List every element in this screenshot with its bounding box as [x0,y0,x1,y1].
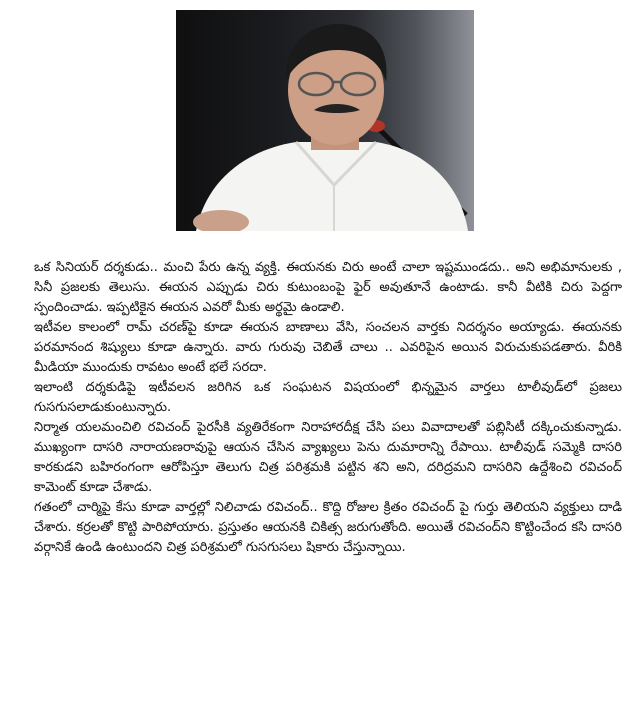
article-body [34,258,622,558]
article-paragraph-4: నిర్మాత యలమంచిలి రవిచంద్ పైరసీకి వ్యతిరేకంగా నిరాహారదీక్ష చేసి పలు వివాదాలతో పబ్లిసిటీ దక్కించుకున్నాడు. ముఖ్యంగా దాసరి నారాయణరావుపై ఆయన చేసిన వ్యాఖ్యలు పెను దుమారాన్ని రేపాయి. టాలీవుడ్ సమ్మెకి దాసరి కారకుడని బహిరంగంగా ఆరోపిస్తూ తెలుగు చిత్ర పరిశ్రమకి పట్టిన శని అని, దరిద్రమని దాసరిని ఉద్దేశించి రవిచంద్ కామెంట్ కూడా చేశాడు. [34,420,622,495]
article-paragraph-1: ఒక సినియర్ దర్శకుడు.. మంచి పేరు ఉన్న వ్యక్తి. ఈయనకు చిరు అంటే చాలా ఇష్టముండదు.. అని అభిమానులకు , సినీ ప్రజలకు తెలుసు. ఈయన ఎప్పుడు చిరు కుటుంబంపై ఫైర్ అవుతూనే ఉంటాడు. కానీ వీటికి చిరు పెద్దగా స్పందించాడు. ఇప్పటికైన ఈయన ఎవరో మీకు అర్థమై ఉండాలి. [34,260,622,315]
person-portrait-icon [176,10,474,231]
article-paragraph-5: గతంలో చార్మిపై కేసు కూడా వార్తల్లో నిలిచాడు రవిచంద్.. కొద్ది రోజుల క్రితం రవిచంద్ పై గుర్తు తెలియని వ్యక్తులు దాడి చేశారు. కర్రలతో కొట్టి పారిపోయారు. ప్రస్తుతం ఆయనకి చికిత్స జరుగుతోంది. అయితే రవిచంద్‌ని కొట్టించేంద కసి దాసరి వర్గానికే ఉండి ఉంటుందని చిత్ర పరిశ్రమలో గుసగుసలు షికారు చేస్తున్నాయి. [34,500,622,555]
article-photo [176,10,474,231]
article-paragraph-3: ఇలాంటి దర్శకుడిపై ఇటీవలన జరిగిన ఒక సంఘటన విషయంలో భిన్నమైన వార్తలు టాలీవుడ్‌లో ప్రజలు గుసగుసలాడుకుంటున్నారు. [34,380,622,415]
article-paragraph-2: ఇటీవల కాలంలో రామ్ చరణ్‌పై కూడా ఈయన బాణాలు వేసి, సంచలన వార్తకు నిదర్శనం అయ్యాడు. ఈయనకు పరమానంద శిష్యులు కూడా ఉన్నారు. వారు గురువు చెబితే చాలు .. ఎవరిపైన అయిన విరుచుకుపడతారు. వీరికి మీడియా ముందుకు రావటం అంటే భలే సరదా. [34,320,622,375]
